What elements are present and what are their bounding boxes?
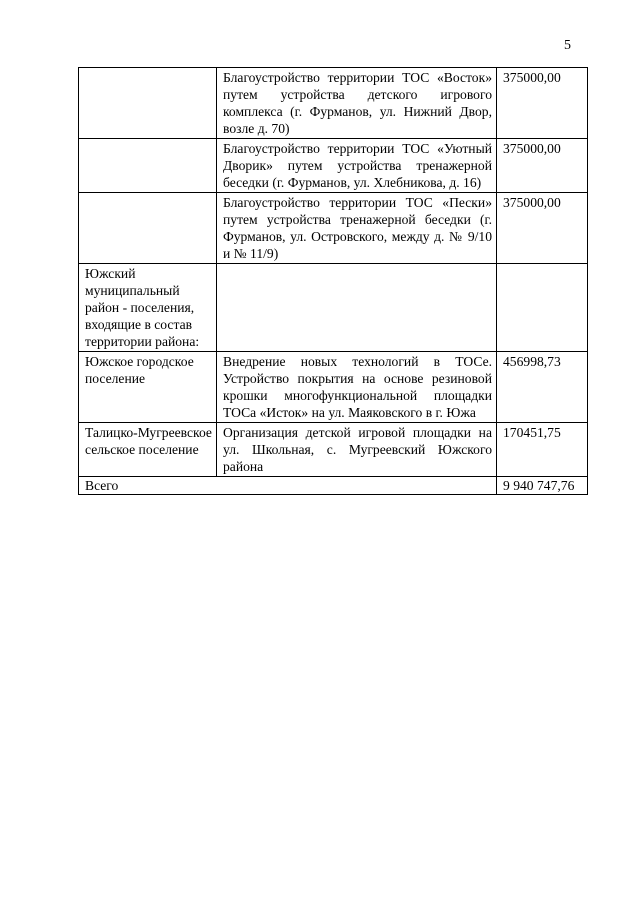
table-row [79, 352, 588, 423]
description-cell: Организация детской игровой площадки на ул. Школьная, с. Мугреевский Южского района [217, 423, 497, 477]
table-row [79, 193, 588, 264]
description-cell: Благоустройство территории ТОС «Уютный Дворик» путем устройства тренажерной беседки (г. Фурманов, ул. Хлебникова, д. 16) [217, 139, 497, 193]
description-cell: Благоустройство территории ТОС «Пески» путем устройства тренажерной беседки (г. Фурманов, ул. Островского, между д. № 9/10 и № 11/9) [217, 193, 497, 264]
amount-cell: 375000,00 [497, 193, 588, 264]
area-cell: Южское городское поселение [79, 352, 217, 423]
amount-cell: 170451,75 [497, 423, 588, 477]
amount-cell: 375000,00 [497, 139, 588, 193]
area-cell [79, 68, 217, 139]
table-row [79, 264, 588, 352]
total-label: Всего [79, 477, 497, 495]
total-amount: 9 940 747,76 [497, 477, 588, 495]
table-row [79, 423, 588, 477]
amount-cell: 456998,73 [497, 352, 588, 423]
description-cell: Благоустройство территории ТОС «Восток» путем устройства детского игрового комплекса (г. Фурманов, ул. Нижний Двор, возле д. 70) [217, 68, 497, 139]
amount-cell: 375000,00 [497, 68, 588, 139]
total-row [79, 477, 588, 495]
page-number: 5 [564, 38, 571, 53]
area-cell: Талицко-Мугреевское сельское поселение [79, 423, 217, 477]
table-row [79, 68, 588, 139]
amount-cell [497, 264, 588, 352]
table-row [79, 139, 588, 193]
grants-table [78, 67, 588, 495]
area-cell [79, 193, 217, 264]
description-cell: Внедрение новых технологий в ТОСе. Устройство покрытия на основе резиновой крошки многофункциональной площадки ТОСа «Исток» на ул. Маяковского в г. Южа [217, 352, 497, 423]
area-cell: Южский муниципальный район - поселения, входящие в состав территории района: [79, 264, 217, 352]
area-cell [79, 139, 217, 193]
description-cell [217, 264, 497, 352]
